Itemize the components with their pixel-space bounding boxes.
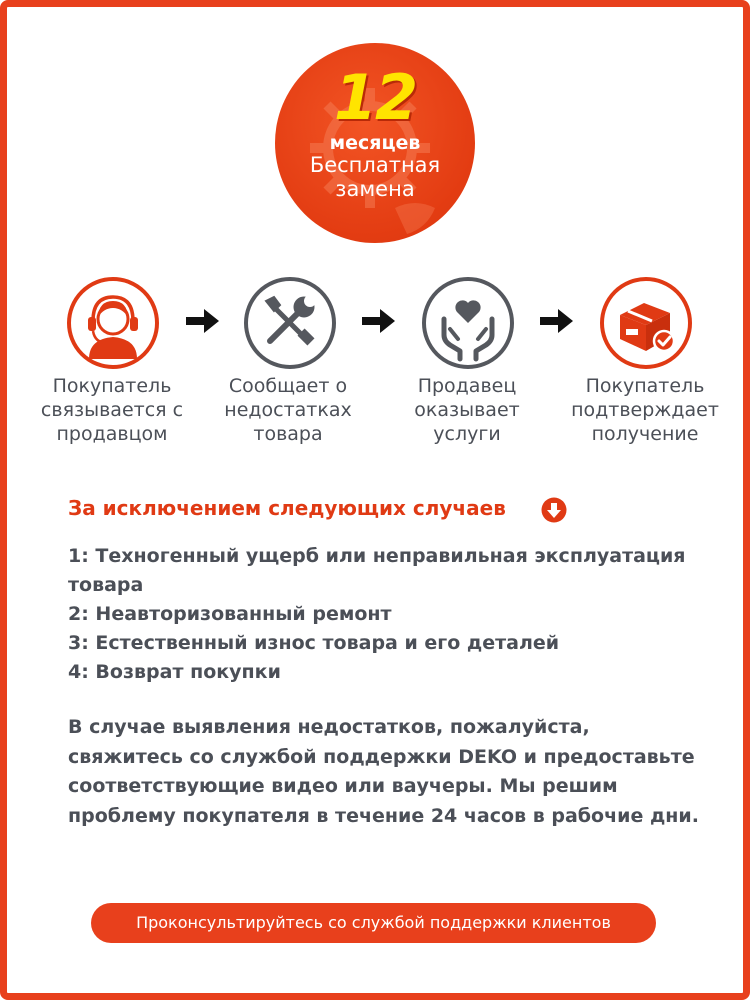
exception-item: 1: Техногенный ущерб или неправильная эксплуатация товара xyxy=(68,545,686,596)
warranty-months-number: 12 xyxy=(333,61,417,134)
arrow-right-icon xyxy=(186,308,220,334)
exception-item: 2: Неавторизованный ремонт xyxy=(68,603,392,625)
tools-icon xyxy=(248,281,332,365)
arrow-down-circle-icon xyxy=(541,497,567,523)
arrow-right-icon xyxy=(362,308,396,334)
exceptions-list xyxy=(68,542,688,687)
arrow-right-icon xyxy=(540,308,574,334)
contact-support-button[interactable]: Проконсультируйтесь со службой поддержки клиентов xyxy=(91,903,656,943)
badge-replacement-label: замена xyxy=(335,177,415,201)
exceptions-title: За исключением следующих случаев xyxy=(68,496,506,520)
headset-operator-icon xyxy=(71,281,155,365)
step-4-label: Покупатель подтверждает получение xyxy=(571,375,719,445)
step-1-icon-circle xyxy=(67,277,159,369)
step-4-icon-circle xyxy=(600,277,692,369)
warranty-months-unit: месяцев xyxy=(329,132,421,154)
step-3-icon-circle xyxy=(422,277,514,369)
support-notice: В случае выявления недостатков, пожалуйста, свяжитесь со службой поддержки DEKO и предоставьте соответствующие видео или ваучеры. Мы решим проблему покупателя в течение 24 часов в рабочие дни. xyxy=(68,716,699,827)
step-1-label: Покупатель связывается с продавцом xyxy=(40,375,184,445)
hands-heart-icon xyxy=(426,281,510,365)
badge-free-label: Бесплатная xyxy=(309,153,441,177)
step-3-label: Продавец оказывает услуги xyxy=(414,375,520,445)
exception-item: 4: Возврат покупки xyxy=(68,661,281,683)
box-check-icon xyxy=(604,281,688,365)
exception-item: 3: Естественный износ товара и его деталей xyxy=(68,632,560,654)
step-2-label: Сообщает о недостатках товара xyxy=(224,375,352,445)
step-2-icon-circle xyxy=(244,277,336,369)
warranty-badge xyxy=(275,43,475,243)
